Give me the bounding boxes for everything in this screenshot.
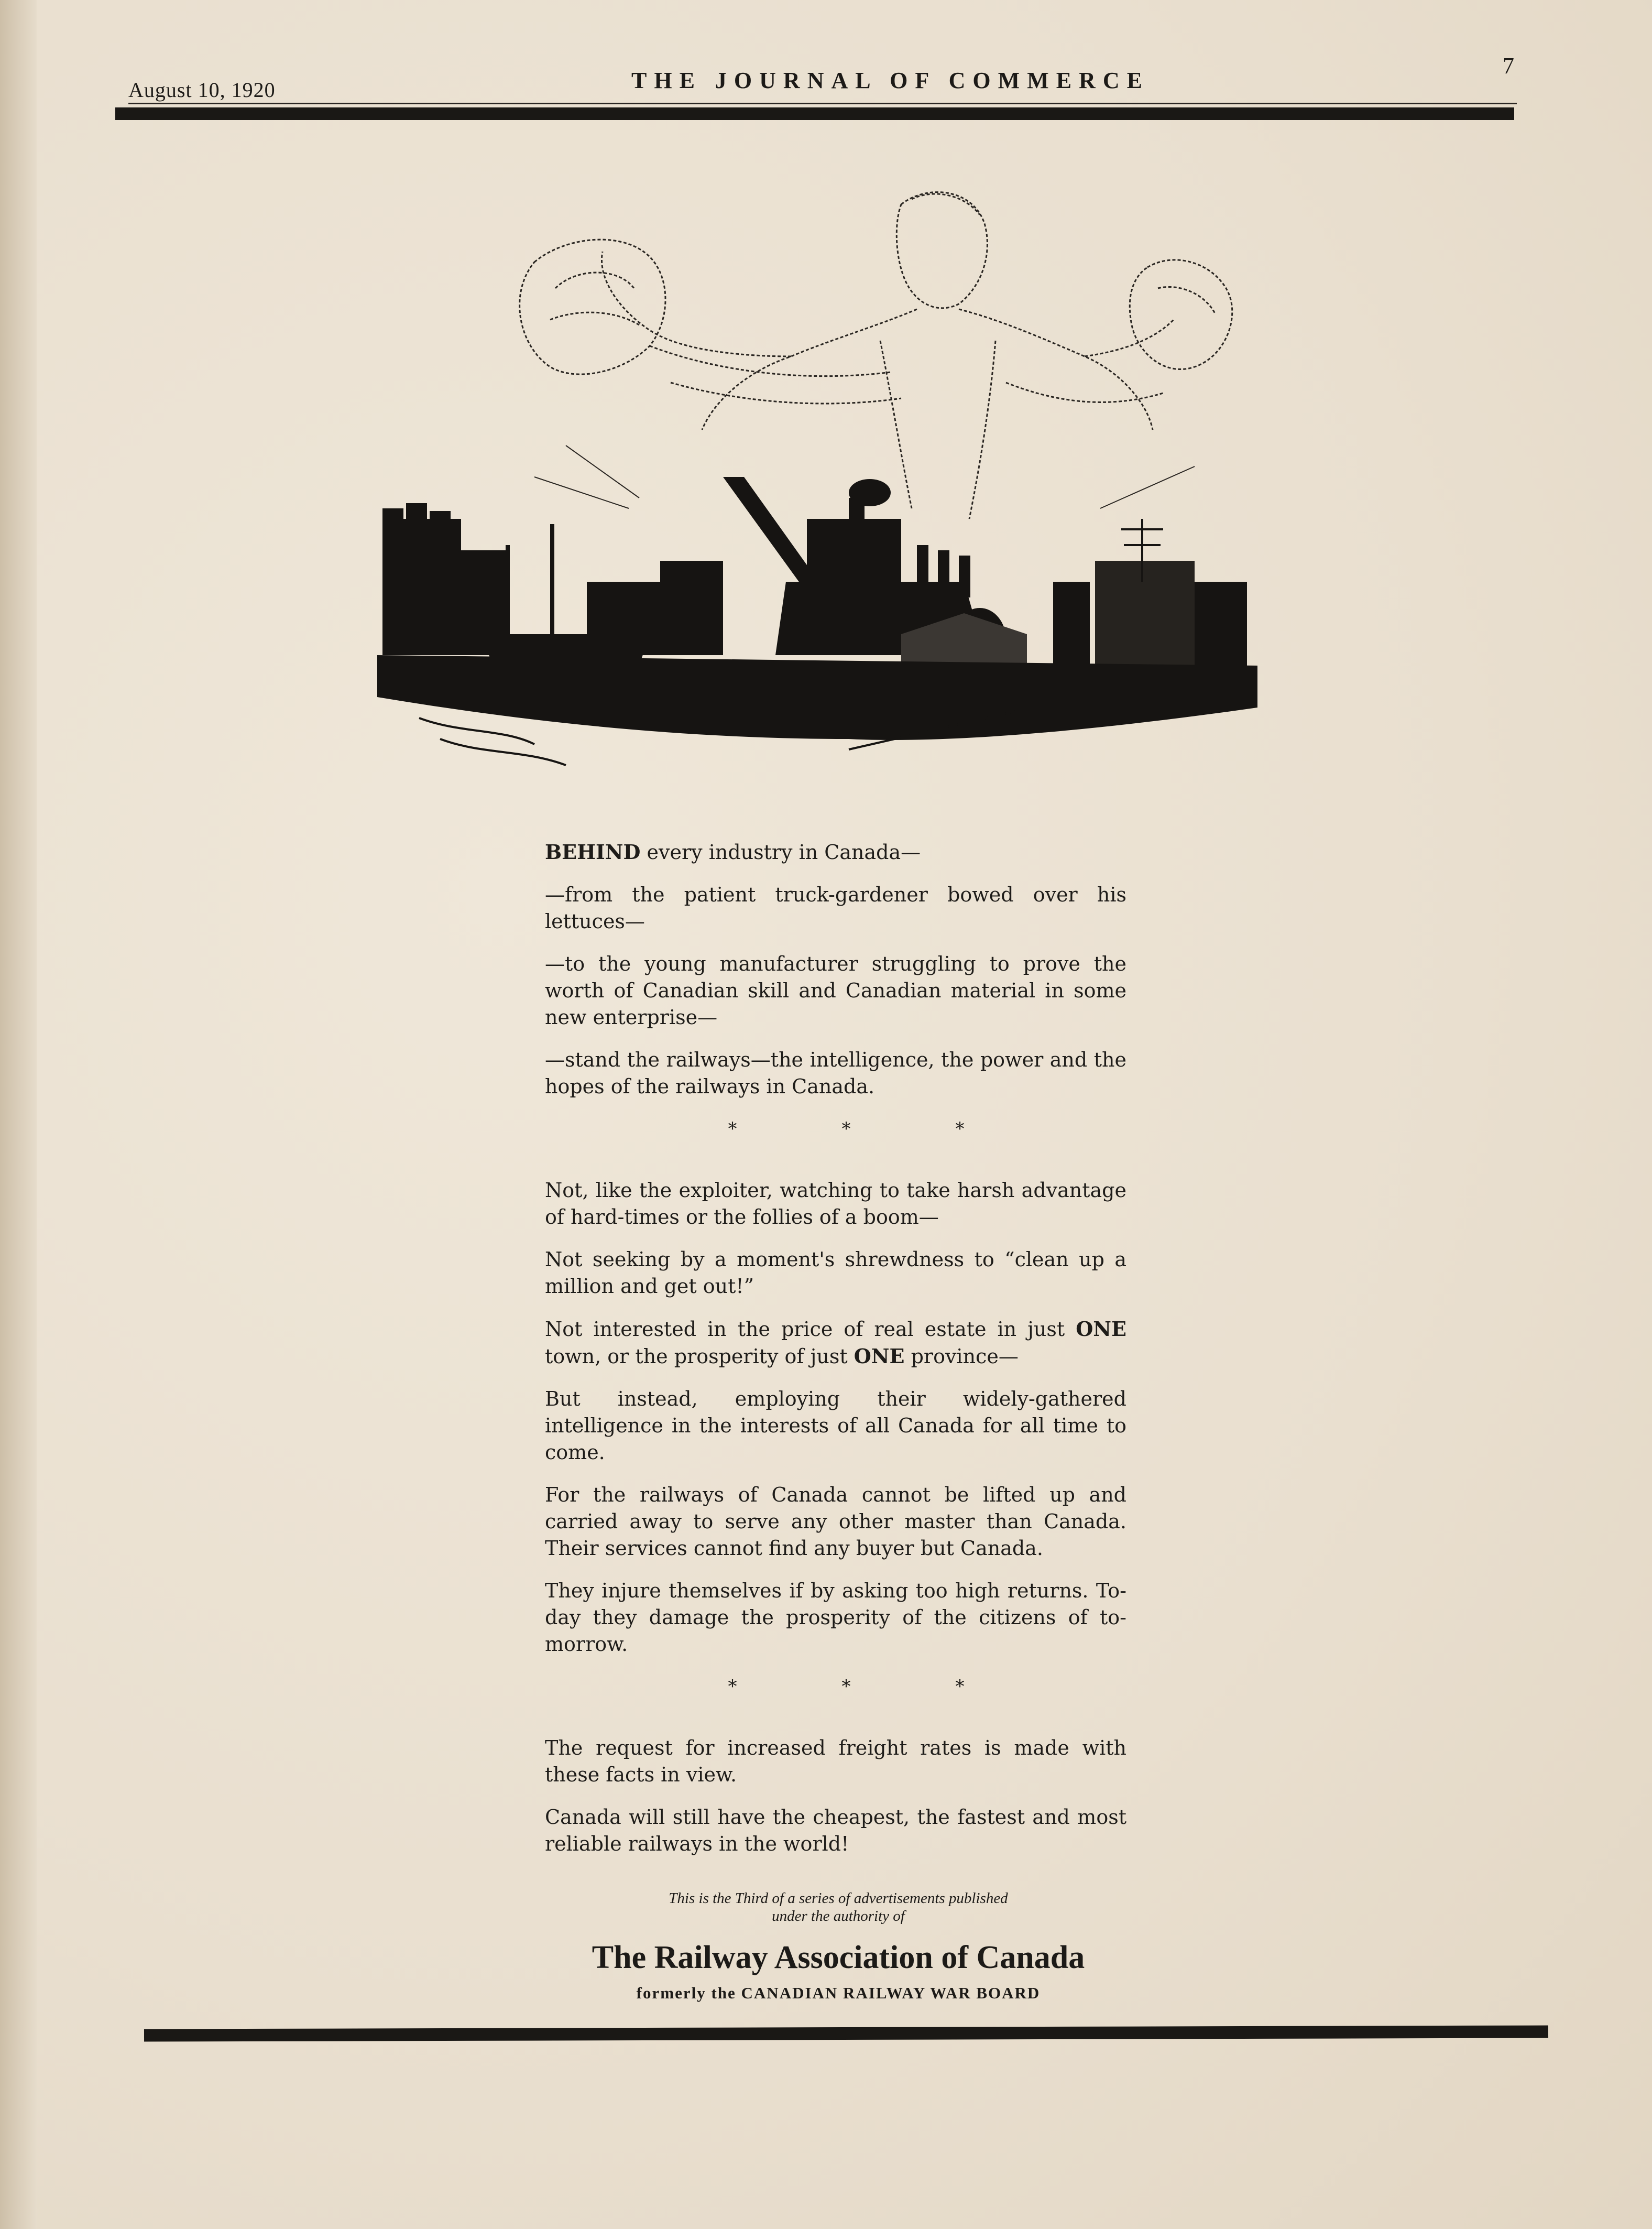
star-icon: * [955, 1118, 965, 1139]
star-icon: * [728, 1118, 737, 1139]
publication-title: THE JOURNAL OF COMMERCE [631, 68, 1150, 93]
advertisement-body [545, 839, 1126, 1873]
ad-paragraph [545, 1315, 1126, 1370]
ad-paragraph: The request for increased freight rates is made with these facts in view. [545, 1736, 1126, 1786]
emphasis-one: ONE [854, 1344, 905, 1368]
ad-intro [545, 839, 1126, 866]
ad-text-run: province— [904, 1345, 1019, 1368]
page-gutter [0, 0, 37, 2229]
section-divider-stars [545, 1673, 1126, 1700]
ad-paragraph: They injure themselves if by asking too high returns. To-day they damage the prosperity of the citizens of to-morrow. [545, 1579, 1126, 1656]
ad-paragraph: For the railways of Canada cannot be lifted up and carried away to serve any other master than Canada. Their services cannot find any buyer but Canada. [545, 1483, 1126, 1560]
formerly-line: formerly the CANADIAN RAILWAY WAR BOARD [636, 1984, 1041, 2002]
series-note-line: under the authority of [772, 1908, 905, 1924]
ad-paragraph: —to the young manufacturer struggling to prove the worth of Canadian skill and Canadian material in some new enterprise— [545, 952, 1126, 1029]
ad-paragraph: Not seeking by a moment's shrewdness to “clean up a million and get out!” [545, 1248, 1126, 1298]
star-icon: * [728, 1676, 737, 1697]
association-name: The Railway Association of Canada [592, 1940, 1085, 1975]
ad-text-run: Not interested in the price of real estate in just [545, 1318, 1076, 1341]
ad-paragraph: —stand the railways—the intelligence, the power and the hopes of the railways in Canada. [545, 1048, 1126, 1098]
header-rule [128, 103, 1517, 104]
star-icon: * [841, 1118, 851, 1139]
industrial-canada-illustration [377, 183, 1257, 791]
top-border-bar [115, 107, 1514, 120]
ad-paragraph: Not, like the exploiter, watching to take harsh advantage of hard-times or the follies of a boom— [545, 1179, 1126, 1228]
ad-intro-rest: every industry in Canada— [640, 841, 921, 864]
star-icon: * [841, 1676, 851, 1697]
series-note-line: This is the Third of a series of advertisements published [669, 1890, 1008, 1907]
emphasis-one: ONE [1076, 1317, 1126, 1341]
series-note [524, 1889, 1153, 1925]
ad-paragraph: Canada will still have the cheapest, the fastest and most reliable railways in the world! [545, 1806, 1126, 1855]
ad-paragraph: But instead, employing their widely-gathered intelligence in the interests of all Canada for all time to come. [545, 1387, 1126, 1464]
section-divider-stars [545, 1116, 1126, 1143]
bottom-border-bar [144, 2025, 1548, 2041]
running-head [128, 52, 1512, 110]
ad-paragraph: —from the patient truck-gardener bowed over his lettuces— [545, 883, 1126, 933]
ad-intro-bold: BEHIND [545, 840, 641, 864]
page-number: 7 [1503, 53, 1514, 79]
issue-date: August 10, 1920 [128, 78, 276, 102]
ad-text-run: town, or the prosperity of just [545, 1345, 854, 1368]
star-icon: * [955, 1676, 965, 1697]
